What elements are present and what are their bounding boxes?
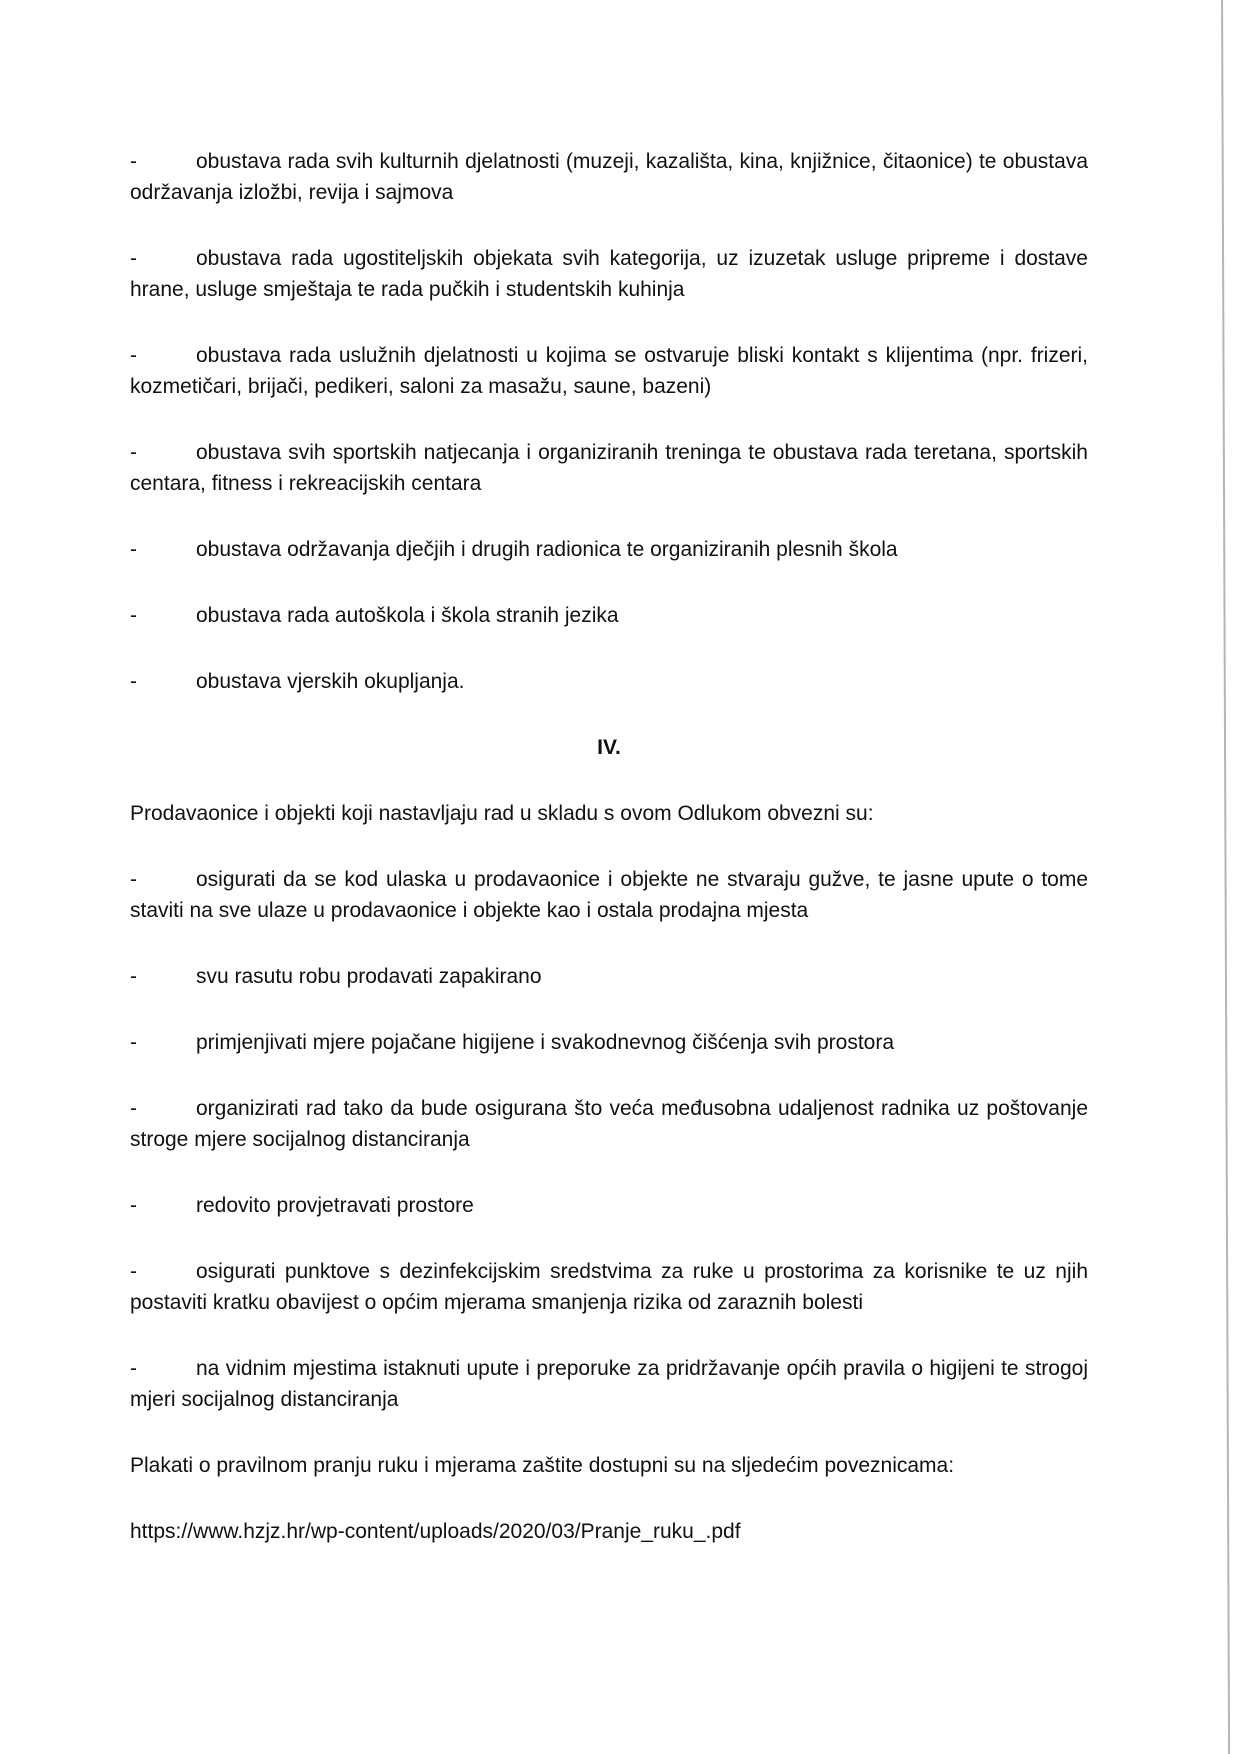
- bullet-dash-marker: -: [130, 1097, 137, 1120]
- bullet-dash-marker: -: [130, 247, 137, 270]
- paragraph-text: na vidnim mjestima istaknuti upute i preporuke za pridržavanje općih pravila o higijeni te strogoj mjeri socijalnog distanciranja: [130, 1357, 1088, 1411]
- bullet-dash-marker: -: [130, 441, 137, 464]
- bullet-dash-marker: -: [130, 344, 137, 367]
- bullet-paragraph: [130, 146, 1088, 208]
- bullet-paragraph: [130, 534, 1088, 565]
- bullet-dash-marker: -: [130, 604, 137, 627]
- paragraph-text: obustava rada autoškola i škola stranih jezika: [196, 604, 619, 627]
- bullet-paragraph: [130, 1190, 1088, 1221]
- body-paragraph: [130, 798, 1088, 829]
- bullet-dash-marker: -: [130, 868, 137, 891]
- bullet-paragraph: [130, 961, 1088, 992]
- paragraph-text: Prodavaonice i objekti koji nastavljaju rad u skladu s ovom Odlukom obvezni su:: [130, 802, 874, 825]
- bullet-dash-marker: -: [130, 1031, 137, 1054]
- paragraph-text: obustava rada uslužnih djelatnosti u kojima se ostvaruje bliski kontakt s klijentima (npr. frizeri, kozmetičari, brijači, pedikeri, saloni za masažu, saune, bazeni): [130, 344, 1088, 398]
- paragraph-text: obustava rada svih kulturnih djelatnosti (muzeji, kazališta, kina, knjižnice, čitaonice) te obustava održavanja izložbi, revija i sajmova: [130, 150, 1088, 204]
- paragraph-text: osigurati da se kod ulaska u prodavaonice i objekte ne stvaraju gužve, te jasne upute o tome staviti na sve ulaze u prodavaonice i objekte kao i ostala prodajna mjesta: [130, 868, 1088, 922]
- scan-artifact-line: [1221, 0, 1230, 1754]
- paragraph-text: obustava rada ugostiteljskih objekata svih kategorija, uz izuzetak usluge pripreme i dostave hrane, usluge smještaja te rada pučkih i studentskih kuhinja: [130, 247, 1088, 301]
- paragraph-text: IV.: [597, 736, 621, 759]
- paragraph-text: organizirati rad tako da bude osigurana što veća međusobna udaljenost radnika uz poštovanje stroge mjere socijalnog distanciranja: [130, 1097, 1088, 1151]
- paragraph-text: svu rasutu robu prodavati zapakirano: [196, 965, 542, 988]
- section-heading: [130, 732, 1088, 763]
- paragraph-text: redovito provjetravati prostore: [196, 1194, 474, 1217]
- paragraph-text: primjenjivati mjere pojačane higijene i svakodnevnog čišćenja svih prostora: [196, 1031, 895, 1054]
- paragraph-text: osigurati punktove s dezinfekcijskim sredstvima za ruke u prostorima za korisnike te uz njih postaviti kratku obavijest o općim mjerama smanjenja rizika od zaraznih bolesti: [130, 1260, 1088, 1314]
- bullet-paragraph: [130, 1027, 1088, 1058]
- bullet-paragraph: [130, 1256, 1088, 1318]
- bullet-dash-marker: -: [130, 965, 137, 988]
- paragraph-text: Plakati o pravilnom pranju ruku i mjerama zaštite dostupni su na sljedećim poveznicama:: [130, 1454, 955, 1477]
- bullet-paragraph: [130, 666, 1088, 697]
- document-url: [130, 1516, 1088, 1547]
- bullet-paragraph: [130, 340, 1088, 402]
- bullet-paragraph: [130, 1353, 1088, 1415]
- body-paragraph: [130, 1450, 1088, 1481]
- paragraph-text: obustava svih sportskih natjecanja i organiziranih treninga te obustava rada teretana, sportskih centara, fitness i rekreacijskih centara: [130, 441, 1088, 495]
- bullet-dash-marker: -: [130, 1194, 137, 1217]
- bullet-paragraph: [130, 243, 1088, 305]
- bullet-paragraph: [130, 437, 1088, 499]
- bullet-dash-marker: -: [130, 1357, 137, 1380]
- paragraph-text: https://www.hzjz.hr/wp-content/uploads/2020/03/Pranje_ruku_.pdf: [130, 1520, 741, 1543]
- bullet-dash-marker: -: [130, 538, 137, 561]
- bullet-paragraph: [130, 1093, 1088, 1155]
- bullet-paragraph: [130, 864, 1088, 926]
- bullet-dash-marker: -: [130, 150, 137, 173]
- paragraph-text: obustava vjerskih okupljanja.: [196, 670, 465, 693]
- document-body: [130, 146, 1088, 1582]
- bullet-dash-marker: -: [130, 1260, 137, 1283]
- bullet-paragraph: [130, 600, 1088, 631]
- bullet-dash-marker: -: [130, 670, 137, 693]
- paragraph-text: obustava održavanja dječjih i drugih radionica te organiziranih plesnih škola: [196, 538, 898, 561]
